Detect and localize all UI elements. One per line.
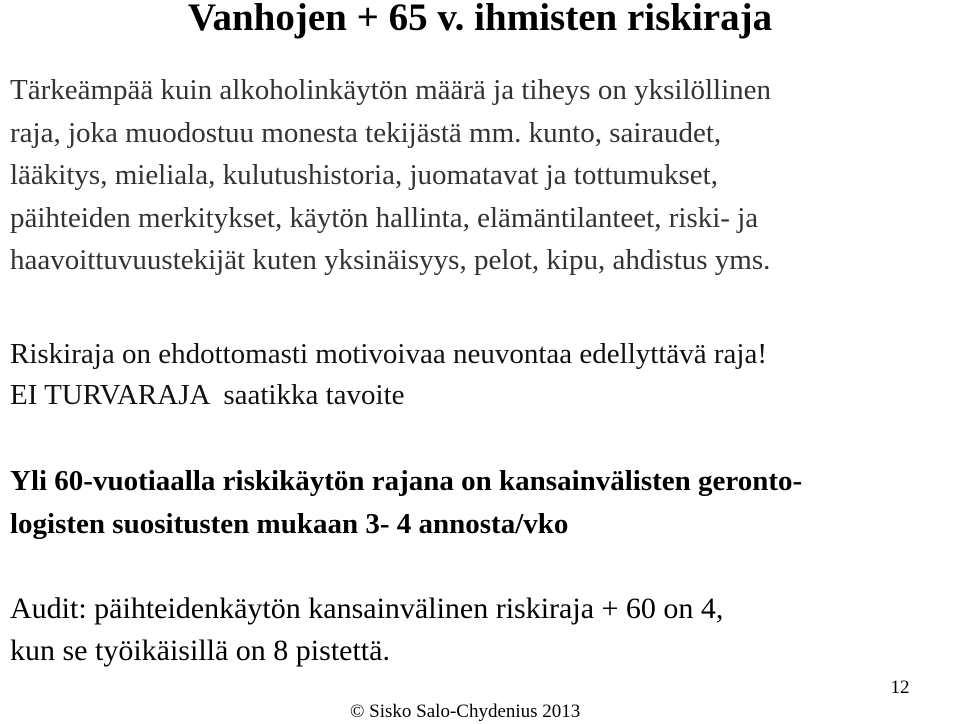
page-number: 12: [890, 677, 910, 698]
text-line: Riskiraja on ehdottomasti motivoivaa neuvontaa edellyttävä raja!: [10, 338, 767, 370]
copyright-footer: © Sisko Salo-Chydenius 2013: [350, 701, 581, 722]
text-line: päihteiden merkitykset, käytön hallinta, elämäntilanteet, riski- ja: [10, 201, 759, 234]
paragraph-risk-limit-note: [10, 334, 767, 416]
text-line: lääkitys, mieliala, kulutushistoria, juomatavat ja tottumukset,: [10, 159, 718, 191]
text-line: haavoittuvuustekijät kuten yksinäisyys, pelot, kipu, ahdistus yms.: [10, 244, 771, 276]
text-line: kun se työikäisillä on 8 pistettä.: [10, 634, 390, 667]
text-line: EI TURVARAJA saatikka tavoite: [10, 379, 405, 411]
slide-title: Vanhojen + 65 v. ihmisten riskiraja: [187, 0, 773, 39]
text-line: raja, joka muodostuu monesta tekijästä mm. kunto, sairaudet,: [10, 116, 722, 149]
paragraph-recommendation: [10, 460, 802, 546]
paragraph-individual-limit: [10, 69, 771, 282]
text-line: Tärkeämpää kuin alkoholinkäytön määrä ja tiheys on yksilöllinen: [10, 74, 772, 106]
paragraph-audit: [10, 588, 723, 672]
text-line: Yli 60-vuotiaalla riskikäytön rajana on kansainvälisten geronto-: [10, 465, 803, 497]
text-line: logisten suositusten mukaan 3- 4 annosta/vko: [10, 508, 569, 540]
text-line: Audit: päihteidenkäytön kansainvälinen riskiraja + 60 on 4,: [10, 592, 724, 625]
